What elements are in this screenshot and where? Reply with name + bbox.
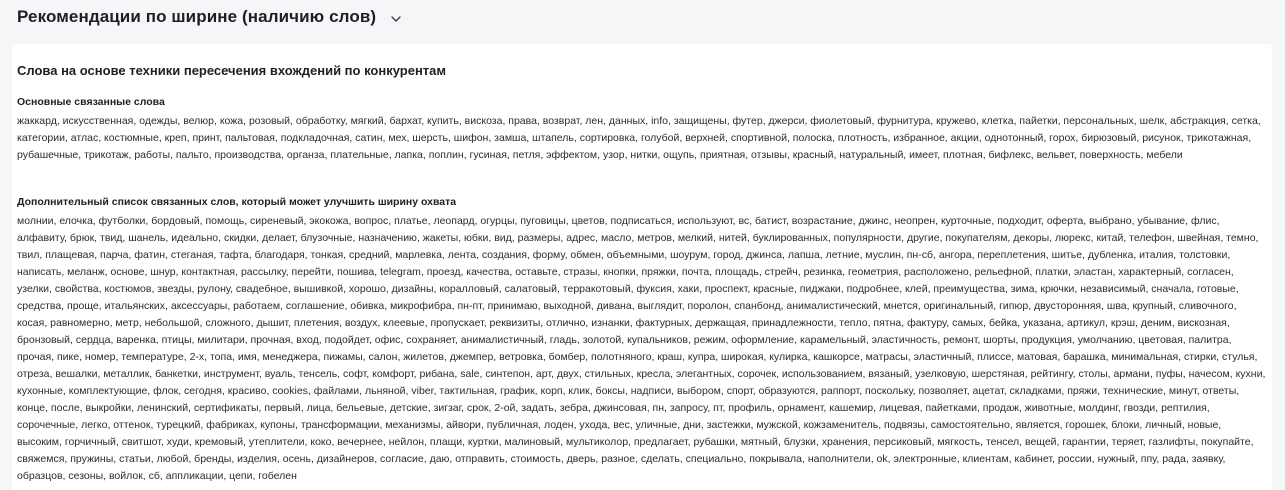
section-title: Слова на основе техники пересечения вхождений по конкурентам (17, 63, 447, 78)
chevron-down-icon[interactable] (391, 11, 401, 21)
main-words-list: жаккард, искусственная, одежды, велюр, кожа, розовый, обработку, мягкий, бархат, купить, вискоза, права, возврат, лен, данных, info, защищены, футер, джерси, фиолетовый, фурнитура, кружево, клетка, пайетки, персональных, шелк, абстракция, сетка, категории, атлас, костюмные, креп, принт, пальтовая, подкладочная, сатин, мех, шерсть, шифон, замша, штапель, сортировка, голубой, верхней, спортивной, полоска, плотность, избранное, акции, однотонный, горох, бирюзовый, рисунок, трикотажная, рубашечные, трикотаж, работы, пальто, производства, органза, плательные, лапка, поплин, гусиная, петля, эффектом, узор, нитки, ощупь, приятная, отзывы, красный, натуральный, имеет, плотная, бифлекс, вельвет, поверхность, мебели (17, 115, 1261, 161)
page-title: Рекомендации по ширине (наличию слов) (17, 7, 377, 26)
main-words-title: Основные связанные слова (17, 96, 165, 108)
recommendations-panel (12, 44, 1272, 490)
extra-words-title: Дополнительный список связанных слов, который может улучшить ширину охвата (17, 196, 457, 208)
extra-words-list: молнии, елочка, футболки, бордовый, помощь, сиреневый, экокожа, вопрос, платье, леопард, огурцы, пуговицы, цветов, подписаться, используют, вс, батист, возрастание, джинс, неопрен, курточные, подходит, оферта, выбрано, убывание, флис, алфавиту, брюк, твид, шанель, идеально, скидки, делает, блузочные, назначению, жакеты, юбки, вид, размеры, адрес, масло, метров, мелкий, нитей, буклированных, популярности, другие, покупателям, декоры, люрекс, китай, телефон, швейная, темно, твил, плащевая, парча, фатин, стеганая, тафта, благодаря, тонкая, средний, марлевка, лента, создания, форму, обмен, объемными, шоурум, город, джинса, лапша, летние, муслин, пн-сб, ангора, переплетения, шитье, дубленка, италия, толстовки, написать, меланж, основе, шнур, контактная, рассылку, перейти, пошива, telegram, проезд, качества, оставьте, стразы, кнопки, пряжки, почта, площадь, стрейч, резинка, геометрия, расположено, рельефной, платки, эластан, характерный, согласен, узелки, свойства, костюмов, звезды, рулону, свадебное, вышивкой, хорошо, дизайны, коралловый, салатовый, терракотовый, фуксия, хаки, проспект, красные, пиджаки, подробнее, клей, преимущества, зима, крючки, независимый, сначала, готовые, средства, проще, итальянских, аксессуары, работаем, соглашение, обивка, микрофибра, пн-пт, принимаю, выходной, дивана, выглядит, поролон, спанбонд, анималистический, мнется, оригинальный, гипюр, двусторонняя, шва, крупный, сливочного, косая, равномерно, метр, небольшой, сложного, дышит, плетения, воздух, клеевые, пропускает, реквизиты, отлично, изнанки, фактурных, держащая, принадлежности, тепло, пятна, фактуру, самых, бейка, указана, артикул, крэш, деним, вискозная, бронзовый, сердца, варенка, птицы, милитари, прочная, вход, подойдет, офис, сохраняет, анималистичный, гладь, золотой, купальников, режим, оформление, карамельный, эластичность, ремонт, шорты, продукция, умолчанию, цветовая, палитра, прочая, пике, номер, температуре, 2-х, топа, имя, менеджера, пижамы, салон, жилетов, джемпер, ветровка, бомбер, полотняного, краш, купра, широкая, кулирка, кашкорсе, матрасы, эластичный, плиссе, матовая, барашка, минимальная, стирки, стулья, отреза, вешалки, металлик, банкетки, инструмент, вуаль, тенсель, софт, комфорт, рибана, sale, синтепон, арт, двух, стильных, кресла, элегантных, сорочек, использованием, вязаный, узелковую, шерстяная, рейтингу, столы, армани, пуфы, начесом, кухни, кухонные, комплектующие, флок, сегодня, красиво, cookies, файлами, льняной, viber, тактильная, график, корп, клик, боксы, надписи, выбором, спорт, образуются, раппорт, поскольку, позволяет, ацетат, складками, пряжи, технические, минут, ответы, конце, после, выкройки, ленинский, сертификаты, первый, лица, бельевые, детские, зигзаг, срок, 2-ой, задать, зебра, джинсовая, пн, запросу, пт, профиль, орнамент, кашемир, лицевая, пайетками, продаж, животные, молдинг, гвозди, рептилия, сорочечные, легко, оттенок, турецкий, фабриках, купоны, трансформации, механизмы, айвори, публичная, лоден, ухода, вес, уличные, дни, застежки, мужской, кожзаменитель, подвязы, самостоятельно, является, горошек, блоки, личный, новые, высоким, горчичный, свитшот, худи, кремовый, утеплители, коко, вечернее, нейлон, плащи, куртки, малиновый, мультиколор, предлагает, рубашки, мятный, блузки, хранения, персиковый, мягкость, тенсел, вещей, гарантии, теряет, газлифты, покупайте, свяжемся, пружины, статьи, любой, бренды, изделия, осень, дизайнеров, согласие, даю, отправить, стоимость, дверь, разное, сделать, специально, покрывала, наполнители, ok, электронные, клиентам, кабинет, россии, нужный, ппу, рада, заявку, образцов, сезоны, войлок, сб, аппликации, цепи, гобелен (17, 215, 1266, 482)
width-recommendations-header[interactable] (17, 7, 401, 27)
